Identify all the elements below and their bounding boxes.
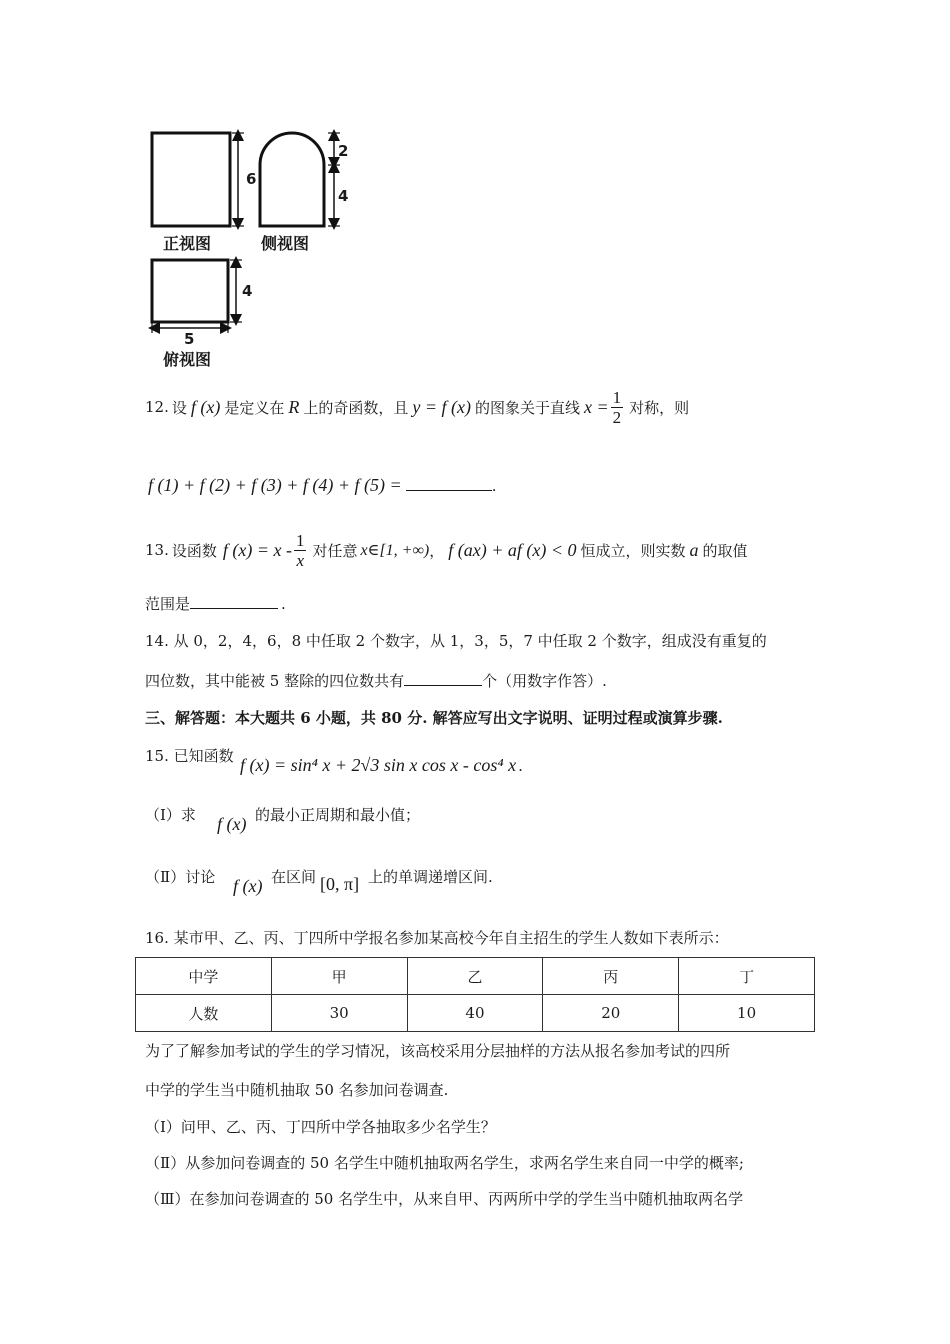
q15-part1-fx: f (x) — [217, 814, 247, 834]
q12-fraction — [611, 388, 624, 427]
front-view-rect — [152, 133, 230, 226]
question-12-line2 — [148, 475, 496, 496]
table-row — [136, 995, 815, 1032]
q15-part1-b: 的最小正周期和最小值； — [255, 806, 421, 824]
question-15-stem — [145, 745, 234, 766]
q12-frac-den: 2 — [612, 407, 622, 427]
q13-text2: 对任意 — [312, 541, 358, 560]
q12-text3: 上的奇函数，且 — [303, 398, 409, 417]
dim-side-bottom: 4 — [338, 187, 349, 205]
q13-text5: 的取值 — [702, 541, 748, 560]
table-cell: 人数 — [136, 995, 272, 1032]
table-cell: 40 — [407, 995, 543, 1032]
q15-part2-b: 在区间 — [271, 868, 317, 886]
question-12-line1 — [145, 382, 689, 432]
q13-end: . — [281, 595, 286, 613]
table-cell: 丁 — [679, 958, 815, 995]
table-cell: 10 — [679, 995, 815, 1032]
q12-answer-blank[interactable] — [406, 490, 492, 491]
side-view-shape — [260, 133, 324, 226]
q12-y-eq-fx: y = f (x) — [412, 396, 472, 417]
q12-frac-num: 1 — [612, 387, 622, 407]
q12-fx: f (x) — [190, 396, 221, 417]
question-16-part1: （Ⅰ）问甲、乙、丙、丁四所中学各抽取多少名学生？ — [145, 1118, 496, 1136]
question-16-part3: （Ⅲ）在参加问卷调查的 50 名学生中，从来自甲、丙两所中学的学生当中随机抽取两名学 — [145, 1190, 744, 1208]
table-cell: 乙 — [407, 958, 543, 995]
q13-range-label: 范围是 — [145, 595, 191, 613]
q13-text3: ， — [429, 541, 445, 560]
table-cell: 中学 — [136, 958, 272, 995]
q13-number: 13. — [145, 541, 169, 559]
q13-fraction — [294, 531, 307, 570]
q12-text5: 对称，则 — [629, 398, 690, 417]
q14-text-b: 个（用数字作答）. — [482, 672, 607, 690]
q14-text-a: 四位数，其中能被 5 整除的四位数共有 — [145, 672, 405, 690]
question-16-part2: （Ⅱ）从参加问卷调查的 50 名学生中随机抽取两名学生，求两名学生来自同一中学的概率; — [145, 1154, 744, 1172]
question-16-after-line2: 中学的学生当中随机抽取 50 名参加问卷调查. — [145, 1081, 449, 1099]
question-16-after-line1: 为了了解参加考试的学生的学习情况，该高校采用分层抽样的方法从报名参加考试的四所 — [145, 1042, 731, 1060]
side-view-label: 侧视图 — [261, 234, 310, 253]
question-16-intro: 16. 某市甲、乙、丙、丁四所中学报名参加某高校今年自主招生的学生人数如下表所示： — [145, 929, 729, 947]
q14-answer-blank[interactable] — [404, 685, 482, 686]
q12-end: . — [491, 477, 497, 495]
q15-formula-line — [240, 755, 523, 776]
table-cell: 丙 — [543, 958, 679, 995]
q13-domain: x∈[1, +∞) — [360, 542, 430, 559]
q15-part2-a: （Ⅱ）讨论 — [145, 868, 216, 886]
q13-frac-num: 1 — [295, 530, 305, 550]
q15-end: . — [518, 757, 523, 775]
q13-answer-blank[interactable] — [190, 608, 278, 609]
table-cell: 30 — [271, 995, 407, 1032]
q13-inequality: f (ax) + af (x) < 0 — [448, 539, 577, 560]
q12-text4: 的图象关于直线 — [475, 398, 581, 417]
q12-x-eq: x = — [584, 396, 609, 417]
dim-side-top: 2 — [338, 142, 349, 160]
q12-number: 12. — [145, 398, 169, 416]
q15-part2-c: 上的单调递增区间. — [368, 868, 493, 886]
q13-text4: 恒成立，则实数 — [580, 541, 686, 560]
top-view-rect — [152, 260, 228, 322]
q12-R: R — [288, 396, 300, 417]
q15-part2-interval: [0, π] — [320, 874, 360, 894]
table-cell: 20 — [543, 995, 679, 1032]
q12-sum: f (1) + f (2) + f (3) + f (4) + f (5) = — [148, 475, 402, 495]
dim-front-height: 6 — [246, 170, 257, 188]
dim-top-width: 5 — [184, 330, 195, 348]
table-header-row — [136, 958, 815, 995]
question-13-line2 — [145, 593, 286, 614]
school-enrollment-table — [135, 957, 815, 1032]
section-3-heading: 三、解答题：本大题共 6 小题，共 80 分. 解答应写出文字说明、证明过程或演算步骤. — [145, 709, 723, 727]
q15-formula: f (x) = sin⁴ x + 2√3 sin x cos x - cos⁴ x — [240, 755, 517, 775]
q13-a: a — [689, 539, 699, 560]
q13-text1: 设函数 — [171, 541, 217, 560]
q13-fx: f (x) = x - — [222, 539, 292, 560]
q15-number-text: 15. 已知函数 — [145, 747, 234, 765]
dim-top-height: 4 — [242, 282, 253, 300]
table-cell: 甲 — [271, 958, 407, 995]
question-13-line1 — [145, 525, 748, 575]
q13-frac-den: x — [296, 550, 304, 570]
question-14-line1: 14. 从 0，2，4，6，8 中任取 2 个数字，从 1，3，5，7 中任取 2 个数字，组成没有重复的 — [145, 632, 767, 650]
front-view-label: 正视图 — [163, 234, 212, 253]
top-view-label: 俯视图 — [163, 350, 212, 369]
q15-part2-fx: f (x) — [233, 876, 263, 896]
q15-part1-a: （Ⅰ）求 — [145, 806, 196, 824]
q12-text1: 设 — [171, 398, 187, 417]
q12-text2: 是定义在 — [224, 398, 285, 417]
question-14-line2 — [145, 670, 607, 691]
